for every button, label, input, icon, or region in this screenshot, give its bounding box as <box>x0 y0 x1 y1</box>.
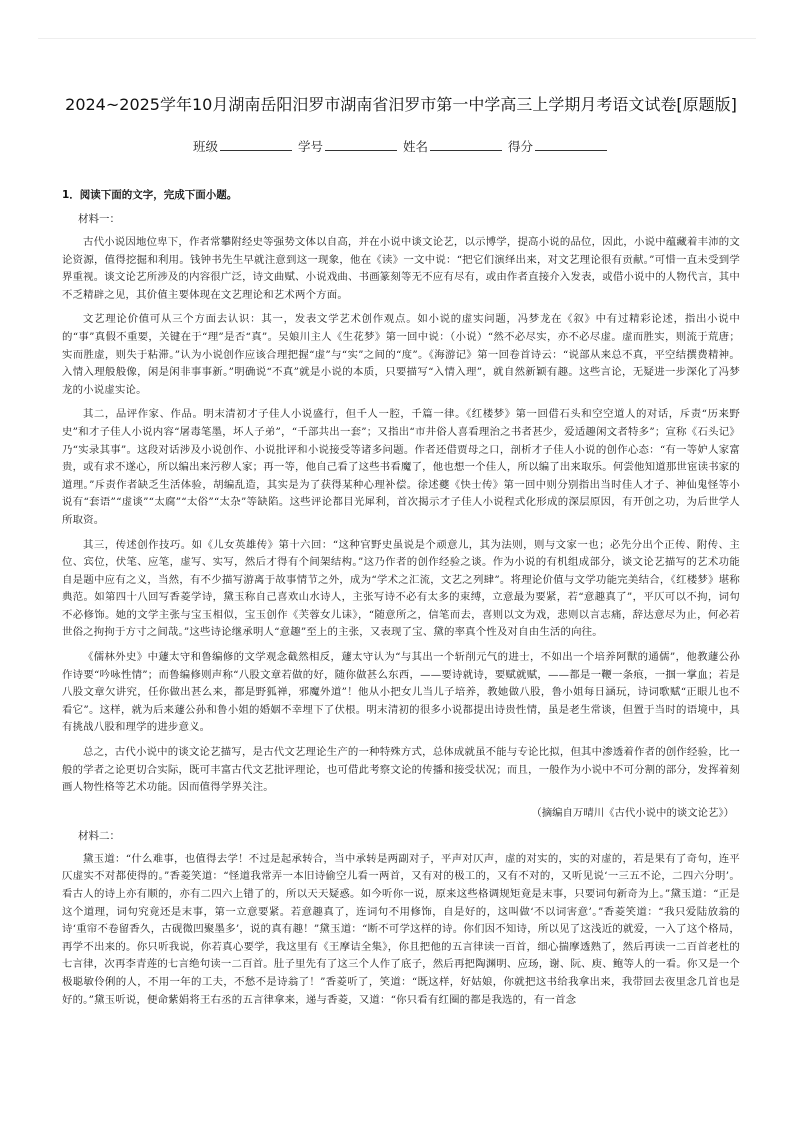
page-title: 2024~2025学年10月湖南岳阳汨罗市湖南省汨罗市第一中学高三上学期月考语文试卷[原题版] <box>65 95 737 114</box>
header-divider <box>38 38 756 39</box>
material-1-label: 材料一： <box>78 213 120 225</box>
question-prompt: 1．阅读下面的文字，完成下面小题。 <box>62 189 238 201</box>
material-1-paragraph: 古代小说因地位卑下，作者常攀附经史等强势文体以自高，并在小说中谈文论艺，以示博学，提高小说的品位，因此，小说中蕴藏着丰沛的文论资源，值得挖掘和利用。钱钟书先生早就注意到这一现象，他在《读》一文中说：“把它们演绎出来，对文艺理论很有贡献。”可惜一直未受到学界重视。谈文论艺所涉及的内容很广泛，诗文曲赋、小说戏曲、书画篆刻等无不应有尽有，或由作者直接介入发表，或借小说中的人物代言，其中不乏精辟之见，其价值主要体现在文艺理论和艺术两个方面。 <box>62 236 740 301</box>
student-id-blank <box>325 138 397 151</box>
name-label: 姓名 <box>402 139 428 154</box>
material-2-paragraph: 黛玉道：“什么难事，也值得去学！不过是起承转合，当中承转是两副对子，平声对仄声，虚的对实的，实的对虚的，若是果有了奇句，连平仄虚实不对都使得的。”香菱笑道：“怪道我常弄一本旧诗偷空儿看一两首，又有对的极工的，又有不对的，又听见说‘一三五不论，二四六分明’。看古人的诗上亦有顺的，亦有二四六上错了的，所以天天疑惑。如今听你一说，原来这些格调规矩竟是末事，只要词句新奇为上。”黛玉道：“正是这个道理，词句究竟还是末事，第一立意要紧。若意趣真了，连词句不用修饰，自是好的，这叫做‘不以词害意’。”香菱笑道：“我只爱陆放翁的诗‘重帘不卷留香久，古砚微凹聚墨多’，说的真有趣！”黛玉道：“断不可学这样的诗。你们因不知诗，所以见了这浅近的就爱，一入了这个格局，再学不出来的。你只听我说，你若真心要学，我这里有《王摩诘全集》，你且把他的五言律读一百首，细心揣摩透熟了，然后再读一二百首老杜的七言律，次再李青莲的七言绝句读一二百首。肚子里先有了这三个人作了底子，然后再把陶渊明、应玚，谢、阮、庾、鲍等人的一看。你又是一个极聪敏伶俐的人，不用一年的工夫，不愁不是诗翁了！”香菱听了，笑道：“既这样，好姑娘，你就把这书给我拿出来，我带回去夜里念几首也是好的。”黛玉听说，便命紫娟将王右丞的五言律拿来，递与香菱，又道：“你只看有红圈的都是我选的，有一首念 <box>62 852 740 1006</box>
material-1-source: （摘编自万晴川《古代小说中的谈文论艺》） <box>531 806 734 819</box>
material-2-label: 材料二： <box>78 829 120 842</box>
material-1-paragraph: 其三，传述创作技巧。如《儿女英雄传》第十六回：“这种官野史虽说是个顽意儿，其为法则，则与文家一也；必先分出个正传、附传、主位、宾位，伏笔、应笔，虚写、实写，然后才得有个间架结构。”这乃作者的创作经验之谈。作为小说的有机组成部分，谈文论艺描写的艺术功能自是题中应有之义，当然，有不少描写游离于故事情节之外，成为“学术之汇流，文艺之列肆”。将理论价值与文学功能完美结合，《红楼梦》堪称典范。如第四十八回写香菱学诗，黛玉称自己喜欢山水诗人，主张写诗不必有太多的束缚，立意最为要紧，若“意趣真了”，平仄可以不拘，词句不必修饰。她的文学主张与宝玉相似，宝玉创作《芙蓉女儿诔》，“随意所之，信笔而去，喜则以文为戏，悲则以言志痛，辞达意尽为止，何必若世俗之拘拘于方寸之间哉。”这些诗论继承明人“意趣”至上的主张，又表现了宝、黛的率真个性及对自由生活的向往。 <box>62 538 740 639</box>
material-1-paragraph: 文艺理论价值可从三个方面去认识：其一，发表文学艺术创作观点。如小说的虚实问题，冯梦龙在《叙》中有过精彩论述，指出小说中的“事”真假不重要，关键在于“理”是否“真”。吴娘川主人《生花梦》第一回中说：（小说）“然不必尽实，亦不必尽虚。虚而胜实，则流于荒唐；实而胜虚，则失于粘滞。”认为小说创作应该合理把握“虚”与“实”之间的“度”。《海游记》第一回卷首诗云：“说部从来总不真，平空结撰费精神。入情入理般般像，闲是闲非事事新。”明确说“不真”就是小说的本质，只要描写“入情入理”，就自然新颖有趣。这些言论，无疑进一步深化了冯梦龙的小说虚实论。 <box>62 313 740 396</box>
class-label: 班级 <box>192 139 218 154</box>
class-blank <box>220 138 292 151</box>
material-1-paragraph: 总之，古代小说中的谈文论艺描写，是古代文艺理论生产的一种特殊方式，总体成就虽不能与专论比拟，但其中渗透着作者的创作经验，比一般的学者之论更切合实际，既可丰富古代文艺批评理论，也可借此考察文论的传播和接受状况；而且，一般作为小说中不可分割的部分，发挥着刻画人物性格等艺术功能。因而值得学界关注。 <box>62 746 740 794</box>
student-info-line <box>62 137 740 155</box>
score-label: 得分 <box>507 139 533 154</box>
student-id-label: 学号 <box>297 139 323 154</box>
score-blank <box>535 138 607 151</box>
name-blank <box>430 138 502 151</box>
material-1-paragraph: 《儒林外史》中蘧太守和鲁编修的文学观念截然相反，蘧太守认为“与其出一个斩削元气的进士，不如出一个培养阿獸的通儒”，他教蘧公孙作诗要“吟咏性情”；而鲁编修则声称“八股文章若做的好，随你做甚么东西，——要诗就诗，要赋就赋，——都是一鞭一条痕，一掴一掌血；若是八股文章欠讲究，任你做出甚么来，都是野狐禅，邪魔外道”！他从小把女儿当儿子培养，教她做八股，鲁小姐每日涵玩，诗词歌赋“正眼儿也不看它”。这样，就为后来蘧公孙和鲁小姐的婚姻不幸埋下了伏根。明末清初的很多小说都提出诗贵性情，虽是老生常谈，但置于当时的语境中，具有挑战八股和理学的进步意义。 <box>62 651 740 734</box>
material-1-paragraph: 其二，品评作家、作品。明末清初才子佳人小说盛行，但千人一腔，千篇一律。《红楼梦》第一回借石头和空空道人的对话，斥责“历来野史”和才子佳人小说内容“屠毒笔墨，坏人子弟”，“千部共出一套”；又指出“市井俗人喜看理治之书者甚少，爱适趣闲文者特多”；宣称《石头记》乃“实录其事”。这段对话涉及小说创作、小说批评和小说接受等诸多问题。作者还借贾母之口，剖析才子佳人小说的创作心态：“有一等妒人家富贵，或有求不遂心，所以编出来污秽人家；再一等，他自己看了这些书看魔了，他也想一个佳人，所以编了出来取乐。何尝他知道那世宦读书家的道理。”斥责作者缺乏生活体验，胡编乱造，其实是为了获得某种心理补偿。徐述夔《快士传》第一回中则分别指出当时佳人才子、神仙鬼怪等小说有“套语”“虚谈”“太腐”“太俗”“太杂”等缺陷。这些评论都目光犀利，首次揭示才子佳人小说程式化形成的深层原因，有开创之功，为后世学人所取资。 <box>62 408 740 526</box>
